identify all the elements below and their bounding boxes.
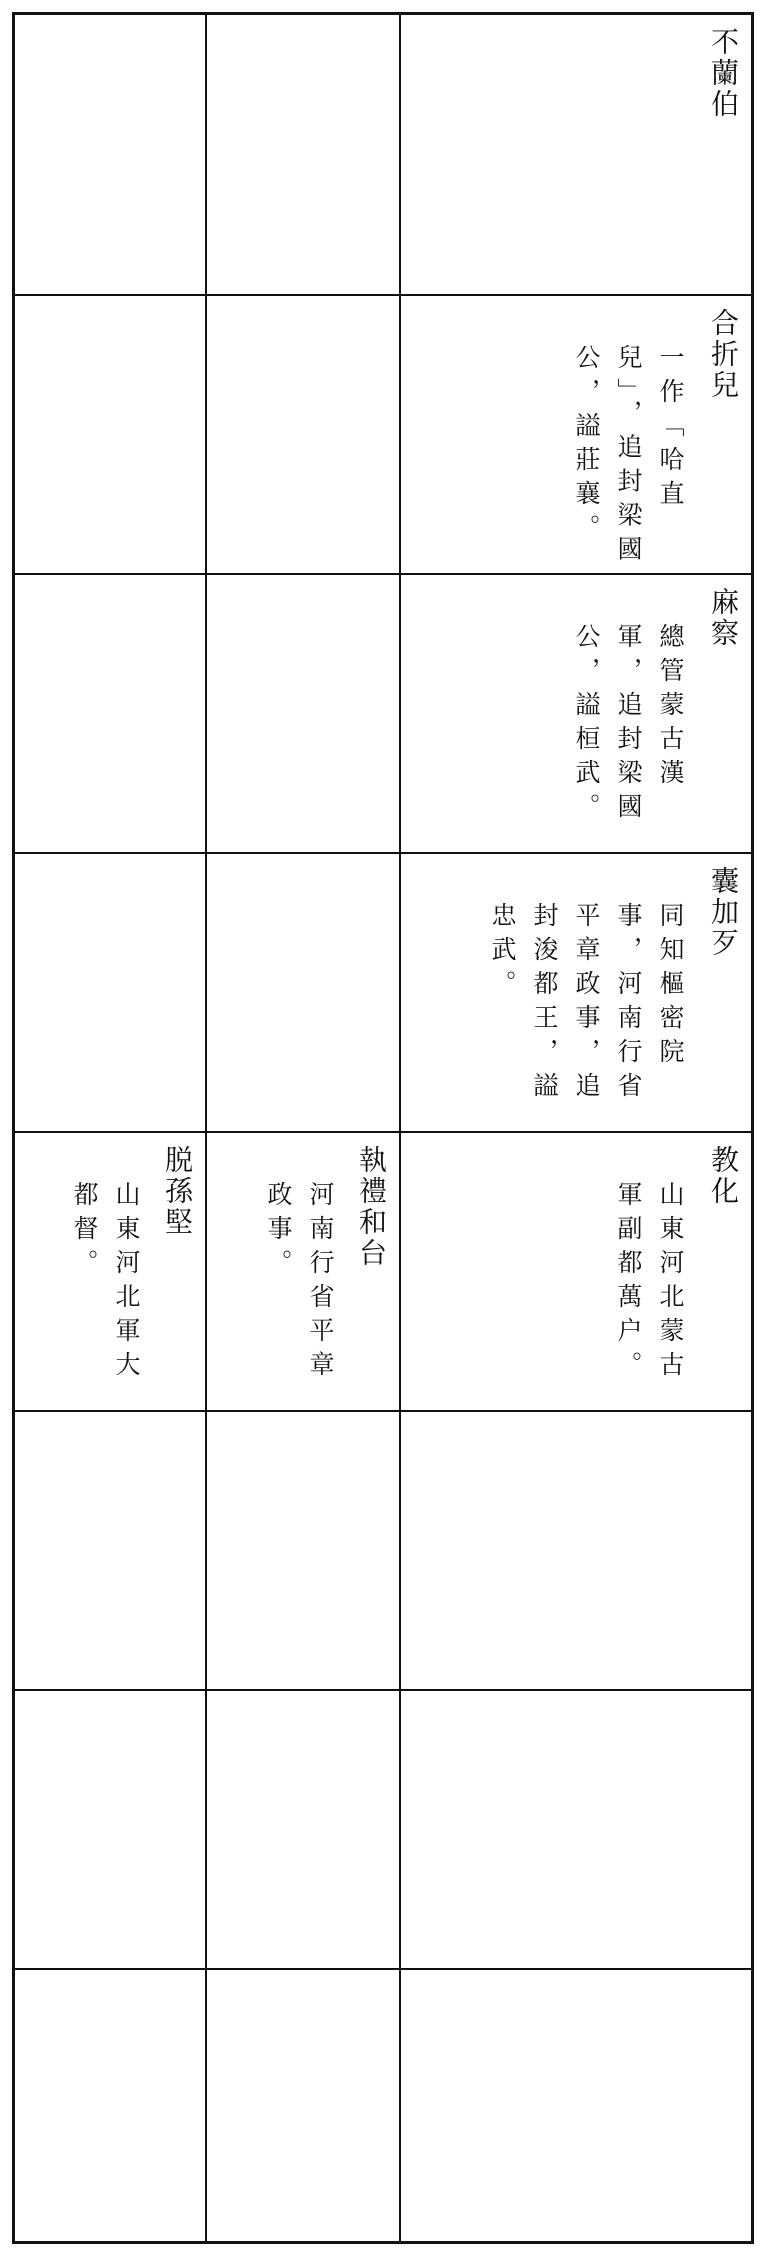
- person-annotation: 同知樞密院事，河南行省平章政事，追封浚都王，謚忠武。: [488, 902, 685, 1106]
- generation-2-cell: [207, 1133, 401, 1410]
- generation-3-cell: [15, 15, 207, 294]
- person-name: 執禮和台: [355, 1145, 388, 1269]
- table-row: [15, 294, 751, 573]
- generation-1-cell: [401, 296, 751, 573]
- person-annotation: 山東河北軍大都督。: [70, 1181, 141, 1385]
- generation-1-cell: [401, 575, 751, 852]
- table-row: [15, 1410, 751, 1689]
- generation-2-cell: [207, 1970, 401, 2241]
- table-row: [15, 1968, 751, 2241]
- person-name: 不蘭伯: [707, 27, 740, 120]
- generation-3-cell: [15, 854, 207, 1131]
- generation-1-cell: [401, 854, 751, 1131]
- generation-2-cell: [207, 854, 401, 1131]
- generation-2-cell: [207, 575, 401, 852]
- generation-3-cell: [15, 575, 207, 852]
- table-row: [15, 15, 751, 294]
- generation-3-cell: [15, 1133, 207, 1410]
- person-name: 合折兒: [707, 308, 740, 401]
- person-name: 麻察: [707, 587, 740, 649]
- generation-1-cell: [401, 1412, 751, 1689]
- person-annotation: 一作「哈直兒」，追封梁國公，謚莊襄。: [572, 344, 685, 570]
- person-name: 囊加歹: [707, 866, 740, 959]
- generation-3-cell: [15, 1691, 207, 1968]
- person-name: 脱孫堅: [161, 1145, 194, 1238]
- generation-3-cell: [15, 1412, 207, 1689]
- person-annotation: 河南行省平章政事。: [264, 1181, 335, 1385]
- generation-1-cell: [401, 1691, 751, 1968]
- person-annotation: 山東河北蒙古軍副都萬户。: [614, 1181, 685, 1385]
- generation-2-cell: [207, 1691, 401, 1968]
- table-row: [15, 1689, 751, 1968]
- generation-3-cell: [15, 296, 207, 573]
- generation-2-cell: [207, 296, 401, 573]
- generation-1-cell: [401, 1133, 751, 1410]
- generation-2-cell: [207, 15, 401, 294]
- genealogy-table: [12, 12, 754, 2244]
- person-annotation: 總管蒙古漢軍，追封梁國公，謚桓武。: [572, 623, 685, 827]
- table-row: [15, 1131, 751, 1410]
- generation-1-cell: [401, 1970, 751, 2241]
- generation-2-cell: [207, 1412, 401, 1689]
- table-row: [15, 852, 751, 1131]
- generation-1-cell: [401, 15, 751, 294]
- table-row: [15, 573, 751, 852]
- generation-3-cell: [15, 1970, 207, 2241]
- person-name: 教化: [707, 1145, 740, 1207]
